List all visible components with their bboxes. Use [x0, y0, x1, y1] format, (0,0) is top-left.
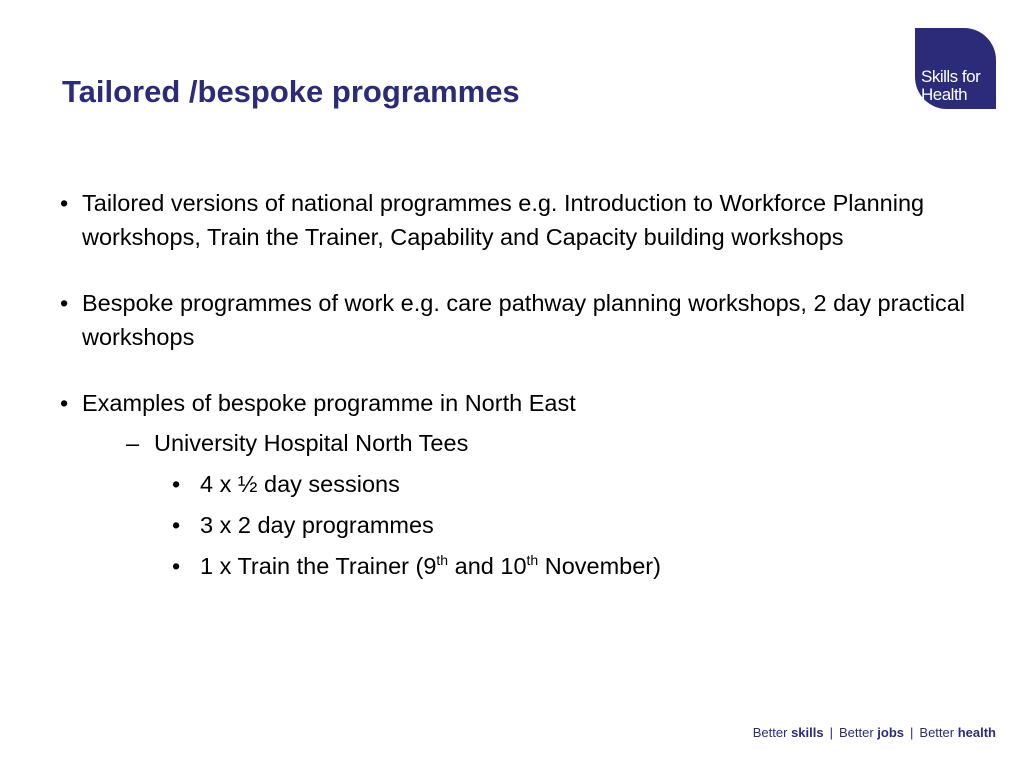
sub-sub-bullet-text — [200, 553, 661, 579]
footer-word-bold: health — [957, 725, 996, 740]
dash-marker: – — [126, 430, 140, 456]
footer-word: Better — [752, 725, 792, 740]
text-part: 1 x Train the Trainer (9 — [200, 553, 437, 579]
bullet-text: Bespoke programmes of work e.g. care pathway planning workshops, 2 day practical workshops — [82, 290, 966, 350]
footer-word: Better — [919, 725, 958, 740]
footer-separator: | — [829, 725, 833, 740]
footer-separator: | — [910, 725, 914, 740]
bullet-text: Examples of bespoke programme in North East — [82, 390, 576, 416]
superscript: th — [526, 552, 539, 568]
footer-word: Better — [838, 725, 878, 740]
bullet-marker: • — [172, 553, 181, 579]
skills-for-health-logo — [915, 28, 996, 109]
sub-sub-bullet-item — [60, 549, 990, 583]
bullet-item — [60, 186, 990, 254]
text-part: November) — [538, 553, 661, 579]
slide-title: Tailored /bespoke programmes — [62, 74, 520, 109]
sub-sub-bullet-item — [60, 467, 990, 501]
slide-body — [60, 186, 990, 583]
footer-tagline — [753, 725, 996, 740]
bullet-marker: • — [60, 390, 69, 416]
bullet-item — [60, 286, 990, 354]
sub-sub-bullet-item — [60, 508, 990, 542]
text-part: and 10 — [448, 553, 527, 579]
sub-bullet-text: University Hospital North Tees — [154, 430, 469, 456]
sub-sub-bullet-text: 4 x ½ day sessions — [200, 471, 400, 497]
logo-text-line-2: Health — [921, 85, 968, 104]
footer-word-bold: jobs — [877, 725, 905, 740]
bullet-marker: • — [172, 512, 181, 538]
bullet-marker: • — [60, 290, 69, 316]
superscript: th — [436, 552, 449, 568]
bullet-item — [60, 386, 990, 420]
sub-bullet-item — [60, 426, 990, 460]
bullet-text: Tailored versions of national programmes e.g. Introduction to Workforce Planning workshops, Train the Trainer, Capability and Capacity building workshops — [82, 190, 925, 250]
bullet-marker: • — [172, 471, 181, 497]
sub-sub-bullet-text: 3 x 2 day programmes — [200, 512, 434, 538]
bullet-marker: • — [60, 190, 69, 216]
footer-word-bold: skills — [791, 725, 824, 740]
logo-text-line-1: Skills for — [921, 67, 981, 86]
